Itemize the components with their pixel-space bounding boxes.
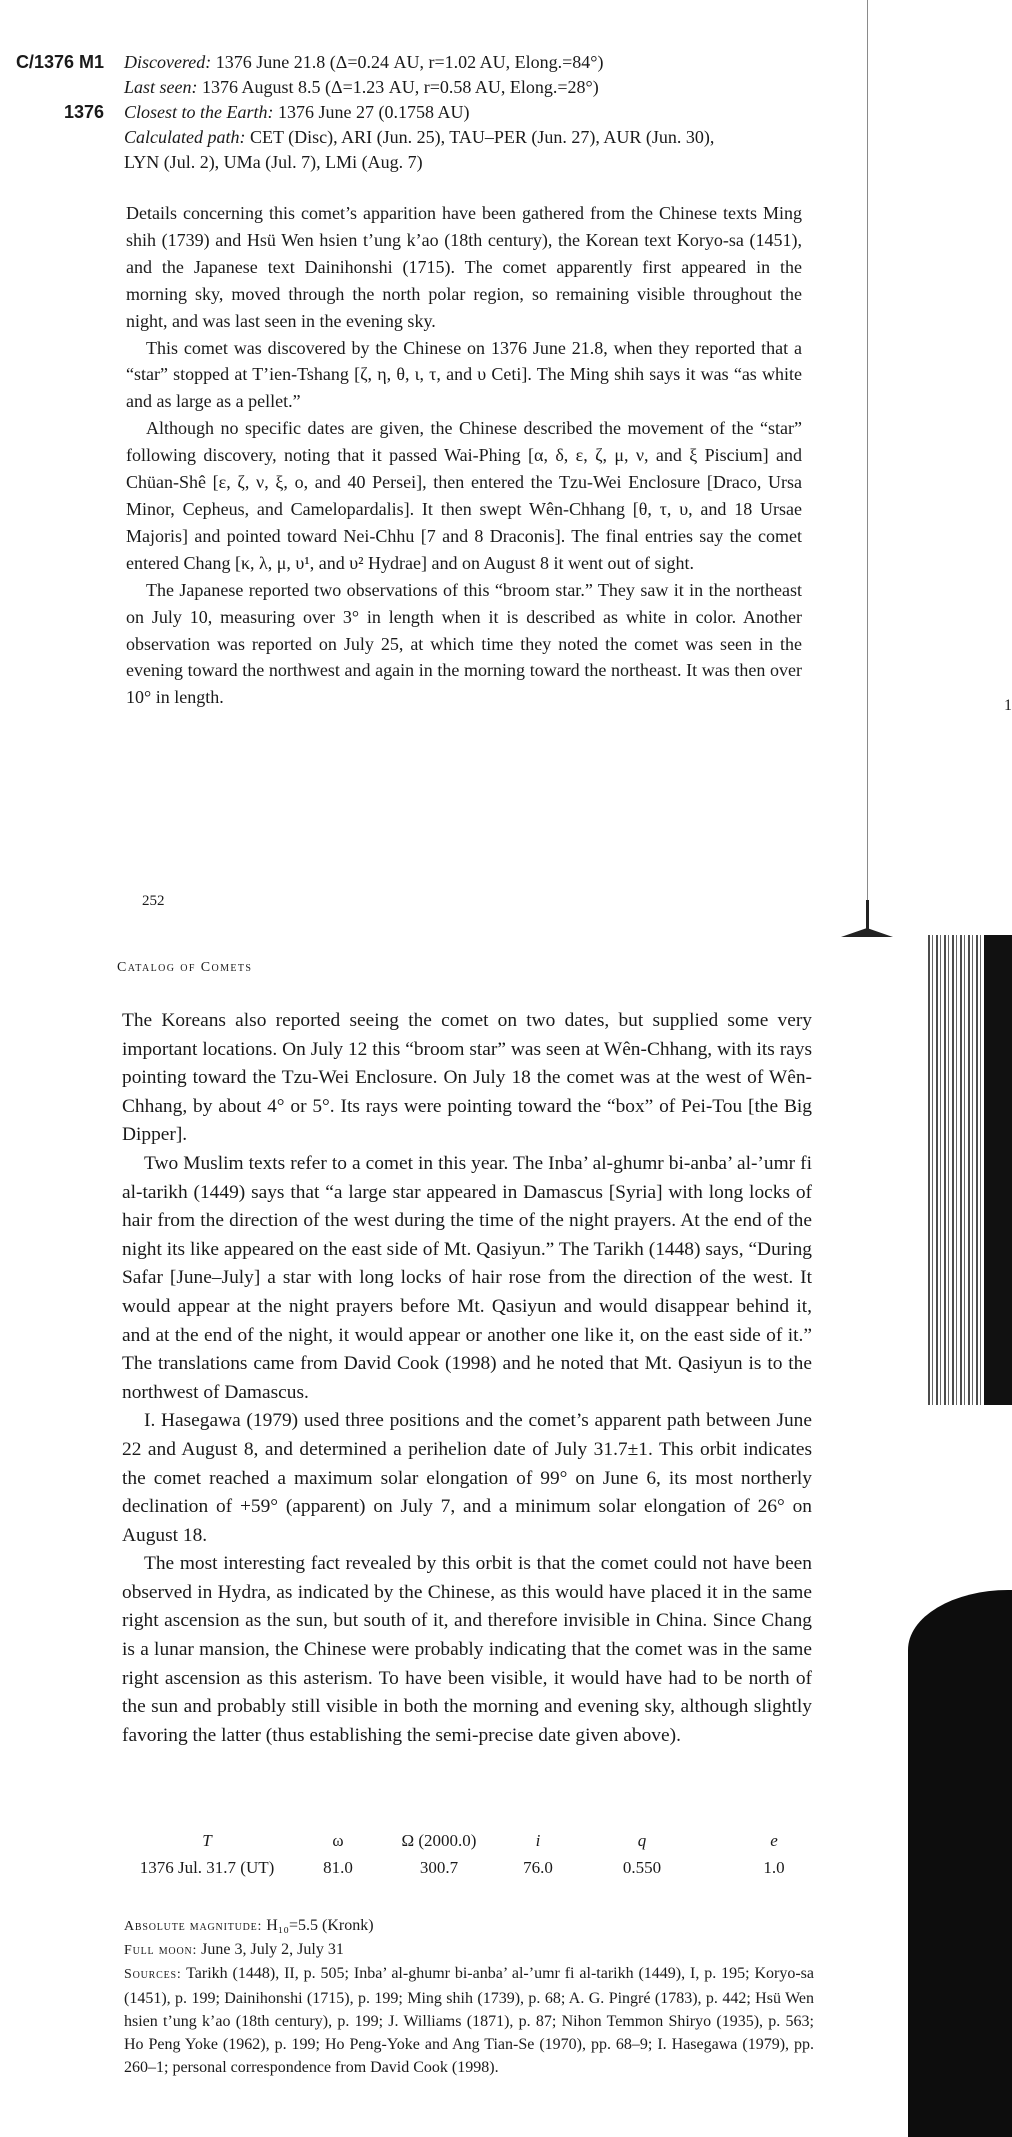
table-row — [124, 1858, 814, 1885]
table-header-cell: q — [637, 1831, 647, 1850]
absolute-magnitude-note — [124, 1914, 814, 1938]
paragraph: The Koreans also reported seeing the comet on two dates, but supplied some very important locations. On July 12 this “broom star” was seen at Wên-Chhang, with its rays pointing toward the Tzu-Wei Enclosure. On July 18 the comet was at the west of Wên-Chhang, by about 4° or 5°. Its rays were pointing toward the “box” of Pei-Tou [the Big Dipper]. — [122, 1010, 812, 1146]
table-cell: 0.550 — [622, 1858, 662, 1877]
sources-note — [124, 1962, 814, 2079]
absolute-magnitude-value: H₁₀=5.5 (Kronk) — [262, 1917, 374, 1934]
table-cell: 76.0 — [523, 1858, 553, 1877]
scan-shadow-bottom — [908, 1590, 1012, 2137]
table-cell: 1376 Jul. 31.7 (UT) — [139, 1858, 275, 1877]
last-seen-label: Last seen: — [124, 77, 198, 97]
path-label: Calculated path: — [124, 127, 246, 147]
entry-row-path — [0, 125, 840, 150]
table-header-cell: e — [770, 1831, 778, 1850]
table-header-cell: ω — [332, 1831, 344, 1850]
discovered-value: 1376 June 21.8 (Δ=0.24 AU, r=1.02 AU, Elong.=84°) — [211, 52, 604, 72]
top-body-text — [126, 200, 802, 711]
running-head: Catalog of Comets — [117, 960, 253, 975]
table-header-cell: Ω (2000.0) — [401, 1831, 477, 1850]
full-moon-label: Full moon: — [124, 1943, 198, 1959]
table-cell: 1.0 — [763, 1858, 785, 1877]
page-number: 252 — [142, 893, 165, 909]
table-cell: 300.7 — [419, 1858, 459, 1877]
table-header-cell: T — [202, 1831, 212, 1850]
scan-shadow-edge — [984, 935, 1012, 1405]
last-seen-value: 1376 August 8.5 (Δ=1.23 AU, r=0.58 AU, Elong.=28°) — [197, 77, 599, 97]
table-header-row — [124, 1831, 814, 1858]
closest-label: Closest to the Earth: — [124, 102, 274, 122]
paragraph: I. Hasegawa (1979) used three positions and the comet’s apparent path between June 22 and August 8, and determined a perihelion date of July 31.7±1. This orbit indicates the comet reached a maximum solar elongation of 99° on June 6, its most northerly declination of +59° (apparent) on July 7, and a minimum solar elongation of 26° on August 18. — [122, 1410, 812, 1546]
full-moon-note — [124, 1938, 814, 1962]
absolute-magnitude-label: Absolute magnitude: — [124, 1919, 263, 1934]
comet-designation: C/1376 M1 — [15, 52, 104, 72]
entry-row-last-seen — [0, 75, 840, 100]
sources-label: Sources: — [124, 1967, 182, 1983]
full-moon-value: June 3, July 2, July 31 — [197, 1941, 344, 1959]
paragraph: This comet was discovered by the Chinese on 1376 June 21.8, when they reported that a “star” stopped at T’ien-Tshang [ζ, η, θ, ι, τ, and υ Ceti]. The Ming shih says it was “as white and as large as a pellet.” — [126, 337, 802, 412]
scan-mark: 1 — [1004, 697, 1012, 714]
table-cell: 81.0 — [323, 1858, 353, 1877]
entry-row-closest — [0, 100, 840, 125]
paragraph: Two Muslim texts refer to a comet in this year. The Inba’ al-ghumr bi-anba’ al-’umr fi al-tarikh (1449) says that “a large star appeared in Damascus [Syria] with long locks of hair from the direction of the west during the time of the night prayers. At the end of the night its like appeared on the east side of Mt. Qasiyun.” The Tarikh (1448) says, “During Safar [June–July] a star with long locks of hair rose from the direction of the west. It would appear at the night prayers before Mt. Qasiyun and would disappear behind it, and at the end of the night, it would appear or another one like it, on the east side of it.” The translations came from David Cook (1998) and he noted that Mt. Qasiyun is to the northwest of Damascus. — [122, 1152, 812, 1403]
paragraph: The most interesting fact revealed by this orbit is that the comet could not have been observed in Hydra, as indicated by the Chinese, as this would have placed it in the same right ascension as the sun, but south of it, and therefore invisible in China. Since Chang is a lunar mansion, the Chinese were probably indicating that the comet was in the same right ascension as this asterism. To have been visible, it would have had to be north of the sun and probably still visible in both the morning and evening sky, although slightly favoring the latter (thus establishing the semi-precise date given above). — [122, 1553, 812, 1746]
closest-value: 1376 June 27 (0.1758 AU) — [273, 102, 470, 122]
comet-entry-header — [0, 50, 840, 175]
scan-divider-line — [867, 0, 868, 900]
entry-row-path-cont — [0, 150, 840, 175]
orbital-elements-table — [124, 1831, 814, 1885]
comet-year: 1376 — [63, 102, 104, 122]
paragraph: Details concerning this comet’s apparition have been gathered from the Chinese texts Ming shih (1739) and Hsü Wen hsien t’ung k’ao (18th century), the Korean text Koryo-sa (1451), and the Japanese text Dainihonshi (1715). The comet apparently first appeared in the morning sky, moved through the north polar region, so remaining visible throughout the night, and was last seen in the evening sky. — [126, 203, 802, 331]
scan-marker-icon — [866, 900, 869, 930]
bottom-body-text — [122, 1007, 812, 1750]
paragraph: Although no specific dates are given, the Chinese described the movement of the “star” following discovery, noting that it passed Wai-Phing [α, δ, ε, ζ, μ, ν, and ξ Piscium] and Chüan-Shê [ε, ζ, ν, ξ, ο, and 40 Persei], then entered the Tzu-Wei Enclosure [Draco, Ursa Minor, Cepheus, and Camelopardalis]. It then swept Wên-Chhang [θ, τ, υ, and 18 Ursae Majoris] and pointed toward Nei-Chhu [7 and 8 Draconis]. The final entries say the comet entered Chang [κ, λ, μ, υ¹, and υ² Hydrae] and on August 8 it went out of sight. — [126, 418, 802, 573]
entry-notes — [124, 1914, 814, 2079]
path-value-2: LYN (Jul. 2), UMa (Jul. 7), LMi (Aug. 7) — [124, 152, 423, 172]
discovered-label: Discovered: — [124, 52, 212, 72]
path-value-1: CET (Disc), ARI (Jun. 25), TAU–PER (Jun. 27), AUR (Jun. 30), — [245, 127, 715, 147]
scan-marker-base-icon — [841, 928, 893, 937]
entry-row-discovered — [0, 50, 840, 75]
sources-value: Tarikh (1448), II, p. 505; Inba’ al-ghumr bi-anba’ al-’umr fi al-tarikh (1449), I, p. 195; Koryo-sa (1451), p. 199; Dainihonshi (1715), p. 199; Ming shih (1739), p. 68; A. G. Pingré (1783), p. 442; Hsü Wen hsien t’ung k’ao (18th century), p. 199; J. Williams (1871), p. 87; Nihon Temmon Shiryo (1935), p. 563; Ho Peng Yoke (1962), p. 199; Ho Peng-Yoke and Ang Tian-Se (1970), pp. 68–9; I. Hasegawa (1979), pp. 260–1; personal correspondence from David Cook (1998). — [124, 1965, 814, 2077]
paragraph: The Japanese reported two observations of this “broom star.” They saw it in the northeast on July 10, measuring over 3° in length when it is described as white in color. Another observation was reported on July 25, at which time they noted the comet was seen in the evening toward the northwest and again in the morning toward the northeast. It was then over 10° in length. — [126, 579, 802, 708]
table-header-cell: i — [535, 1831, 541, 1850]
